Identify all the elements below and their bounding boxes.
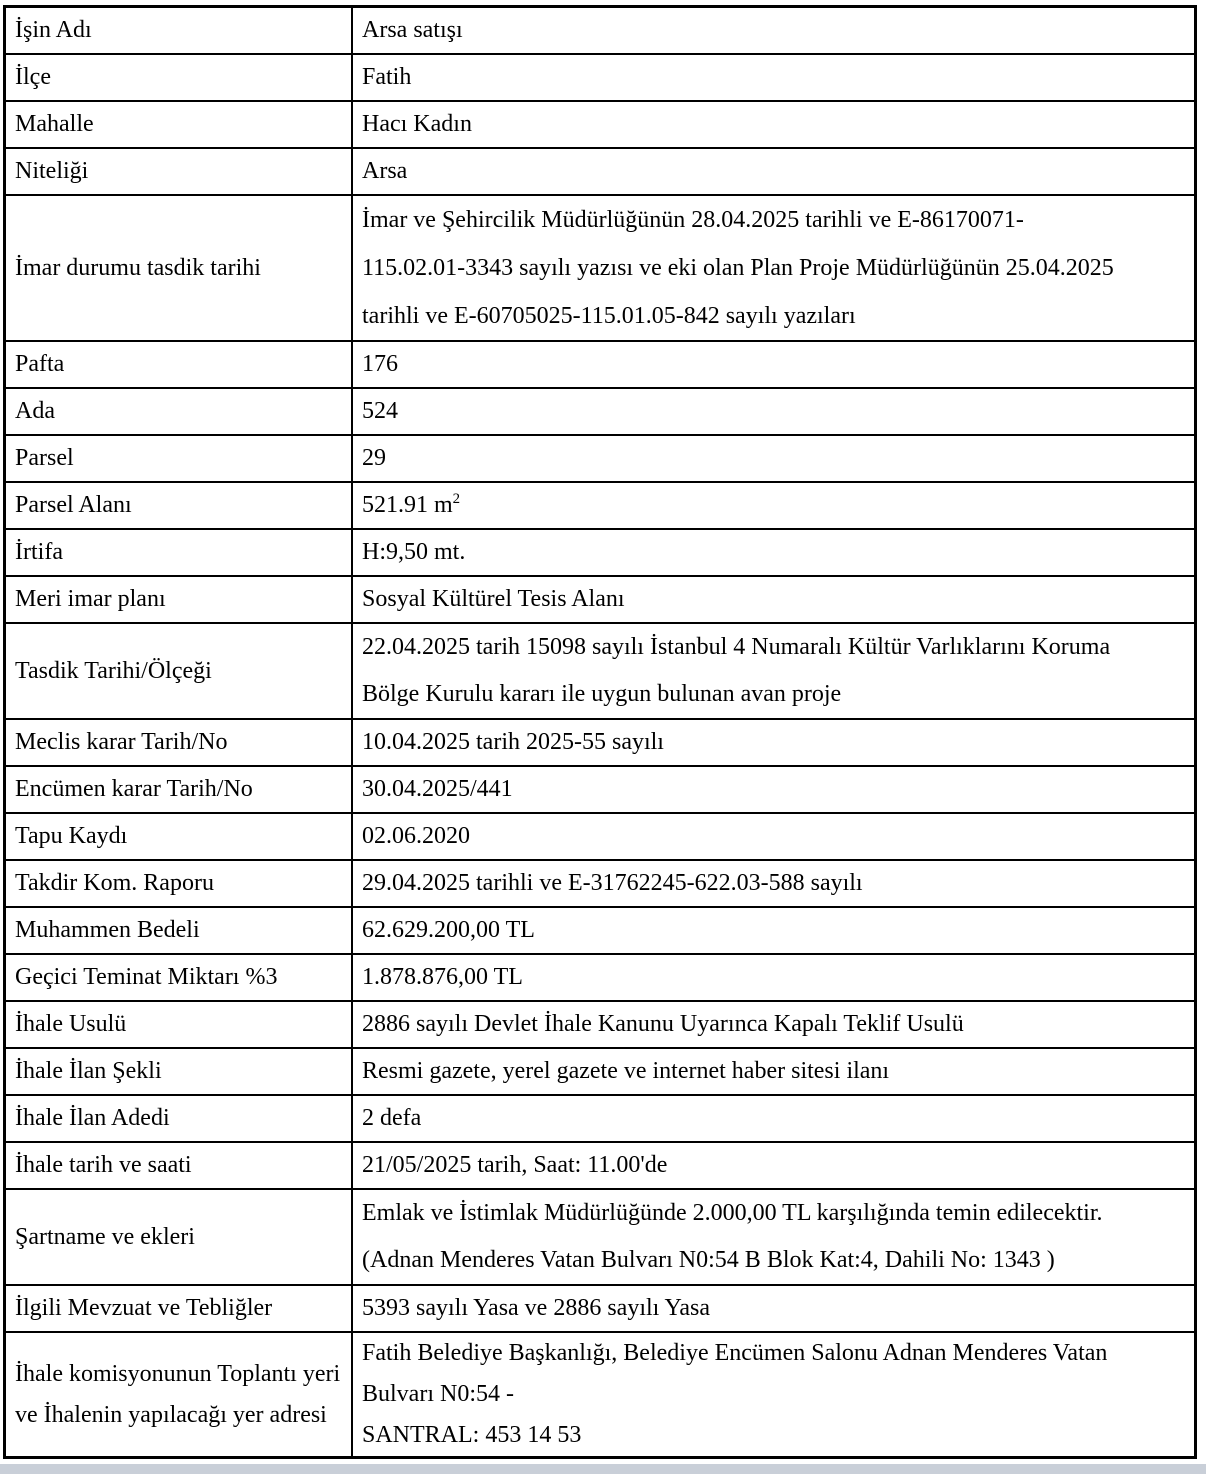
table-row (5, 1001, 1196, 1048)
row-label: Ada (5, 388, 353, 435)
row-value (352, 148, 1196, 195)
row-label: Tasdik Tarihi/Ölçeği (5, 623, 353, 719)
table-row (5, 954, 1196, 1001)
value-line: 5393 sayılı Yasa ve 2886 sayılı Yasa (362, 1295, 711, 1321)
row-label: Takdir Kom. Raporu (5, 860, 353, 907)
value-line: (Adnan Menderes Vatan Bulvarı N0:54 B Blok Kat:4, Dahili No: 1343 ) (362, 1247, 1055, 1273)
value-line: 2886 sayılı Devlet İhale Kanunu Uyarınca Kapalı Teklif Usulü (362, 1011, 964, 1037)
table-body (5, 7, 1196, 1458)
value-line: 29 (362, 445, 386, 471)
row-label: İhale İlan Şekli (5, 1048, 353, 1095)
row-label: Tapu Kaydı (5, 813, 353, 860)
table-row (5, 813, 1196, 860)
table-row (5, 148, 1196, 195)
value-line: Arsa satışı (362, 17, 463, 43)
row-label: İhale tarih ve saati (5, 1142, 353, 1189)
table-row (5, 529, 1196, 576)
value-line: 02.06.2020 (362, 823, 470, 849)
value-line: 30.04.2025/441 (362, 776, 513, 802)
value-line: 115.02.01-3343 sayılı yazısı ve eki olan Plan Proje Müdürlüğünün 25.04.2025 (362, 255, 1114, 281)
row-label: Meclis karar Tarih/No (5, 719, 353, 766)
value-line: 2 defa (362, 1105, 422, 1131)
row-value (352, 719, 1196, 766)
value-line: 1.878.876,00 TL (362, 964, 523, 990)
row-label: Pafta (5, 341, 353, 388)
row-label: İlgili Mevzuat ve Tebliğler (5, 1285, 353, 1332)
value-line: Hacı Kadın (362, 111, 472, 137)
table-row (5, 1332, 1196, 1458)
value-line: Fatih (362, 64, 412, 90)
value-line: 62.629.200,00 TL (362, 917, 535, 943)
value-line: 21/05/2025 tarih, Saat: 11.00'de (362, 1152, 668, 1178)
table-row (5, 388, 1196, 435)
value-line: 29.04.2025 tarihli ve E-31762245-622.03-588 sayılı (362, 870, 863, 896)
row-value (352, 101, 1196, 148)
row-label: Meri imar planı (5, 576, 353, 623)
row-value (352, 341, 1196, 388)
row-value (352, 954, 1196, 1001)
value-line: Resmi gazete, yerel gazete ve internet haber sitesi ilanı (362, 1058, 890, 1084)
table-row (5, 623, 1196, 719)
row-value (352, 1285, 1196, 1332)
row-label: Mahalle (5, 101, 353, 148)
table-row (5, 719, 1196, 766)
row-value (352, 766, 1196, 813)
row-value (352, 576, 1196, 623)
row-value (352, 195, 1196, 341)
value-line: 524 (362, 398, 398, 424)
value-line: Arsa (362, 158, 408, 184)
tender-details-table (3, 5, 1197, 1459)
row-value (352, 813, 1196, 860)
row-value (352, 623, 1196, 719)
row-value (352, 860, 1196, 907)
value-line: İmar ve Şehircilik Müdürlüğünün 28.04.2025 tarihli ve E-86170071- (362, 207, 1024, 233)
table-row (5, 1285, 1196, 1332)
value-line: Bulvarı N0:54 - (362, 1381, 514, 1407)
value-line: SANTRAL: 453 14 53 (362, 1422, 582, 1448)
table-row (5, 482, 1196, 529)
table-row (5, 907, 1196, 954)
row-label: Şartname ve ekleri (5, 1189, 353, 1285)
table-row (5, 1095, 1196, 1142)
row-value (352, 1332, 1196, 1458)
row-label: Niteliği (5, 148, 353, 195)
row-value (352, 54, 1196, 101)
table-row (5, 341, 1196, 388)
value-line: Sosyal Kültürel Tesis Alanı (362, 586, 625, 612)
table-row (5, 435, 1196, 482)
value-line: Fatih Belediye Başkanlığı, Belediye Encümen Salonu Adnan Menderes Vatan (362, 1340, 1108, 1366)
table-row (5, 101, 1196, 148)
row-label: İhale Usulü (5, 1001, 353, 1048)
value-line: 10.04.2025 tarih 2025-55 sayılı (362, 729, 664, 755)
row-label: Parsel (5, 435, 353, 482)
row-value (352, 1189, 1196, 1285)
row-label: Parsel Alanı (5, 482, 353, 529)
value-line: tarihli ve E-60705025-115.01.05-842 sayılı yazıları (362, 303, 856, 329)
table-row (5, 766, 1196, 813)
row-value (352, 1142, 1196, 1189)
unit-superscript: 2 (452, 491, 461, 507)
value-line: Bölge Kurulu kararı ile uygun bulunan avan proje (362, 681, 842, 707)
table-row (5, 1142, 1196, 1189)
row-value (352, 482, 1196, 529)
bottom-edge-strip (0, 1464, 1206, 1474)
table-row (5, 54, 1196, 101)
row-label: İrtifa (5, 529, 353, 576)
row-label: İmar durumu tasdik tarihi (5, 195, 353, 341)
table-row (5, 7, 1196, 55)
value-line: 22.04.2025 tarih 15098 sayılı İstanbul 4 Numaralı Kültür Varlıklarını Koruma (362, 634, 1111, 660)
table-row (5, 860, 1196, 907)
table-row (5, 195, 1196, 341)
table-row (5, 576, 1196, 623)
row-value (352, 1095, 1196, 1142)
table-row (5, 1189, 1196, 1285)
row-value (352, 907, 1196, 954)
row-value (352, 1048, 1196, 1095)
row-label: Geçici Teminat Miktarı %3 (5, 954, 353, 1001)
row-label: İlçe (5, 54, 353, 101)
row-label: İhale İlan Adedi (5, 1095, 353, 1142)
row-value (352, 435, 1196, 482)
row-value (352, 388, 1196, 435)
table-row (5, 1048, 1196, 1095)
row-label: Muhammen Bedeli (5, 907, 353, 954)
value-line: 521.91 $m^2$ (362, 491, 461, 518)
row-label: İhale komisyonunun Toplantı yeri ve İhalenin yapılacağı yer adresi (5, 1332, 353, 1458)
value-line: H:9,50 mt. (362, 539, 466, 565)
value-line: Emlak ve İstimlak Müdürlüğünde 2.000,00 TL karşılığında temin edilecektir. (362, 1200, 1103, 1226)
row-value (352, 529, 1196, 576)
row-label: İşin Adı (5, 7, 353, 55)
value-line: 176 (362, 351, 398, 377)
row-label: Encümen karar Tarih/No (5, 766, 353, 813)
row-value (352, 1001, 1196, 1048)
row-value (352, 7, 1196, 55)
